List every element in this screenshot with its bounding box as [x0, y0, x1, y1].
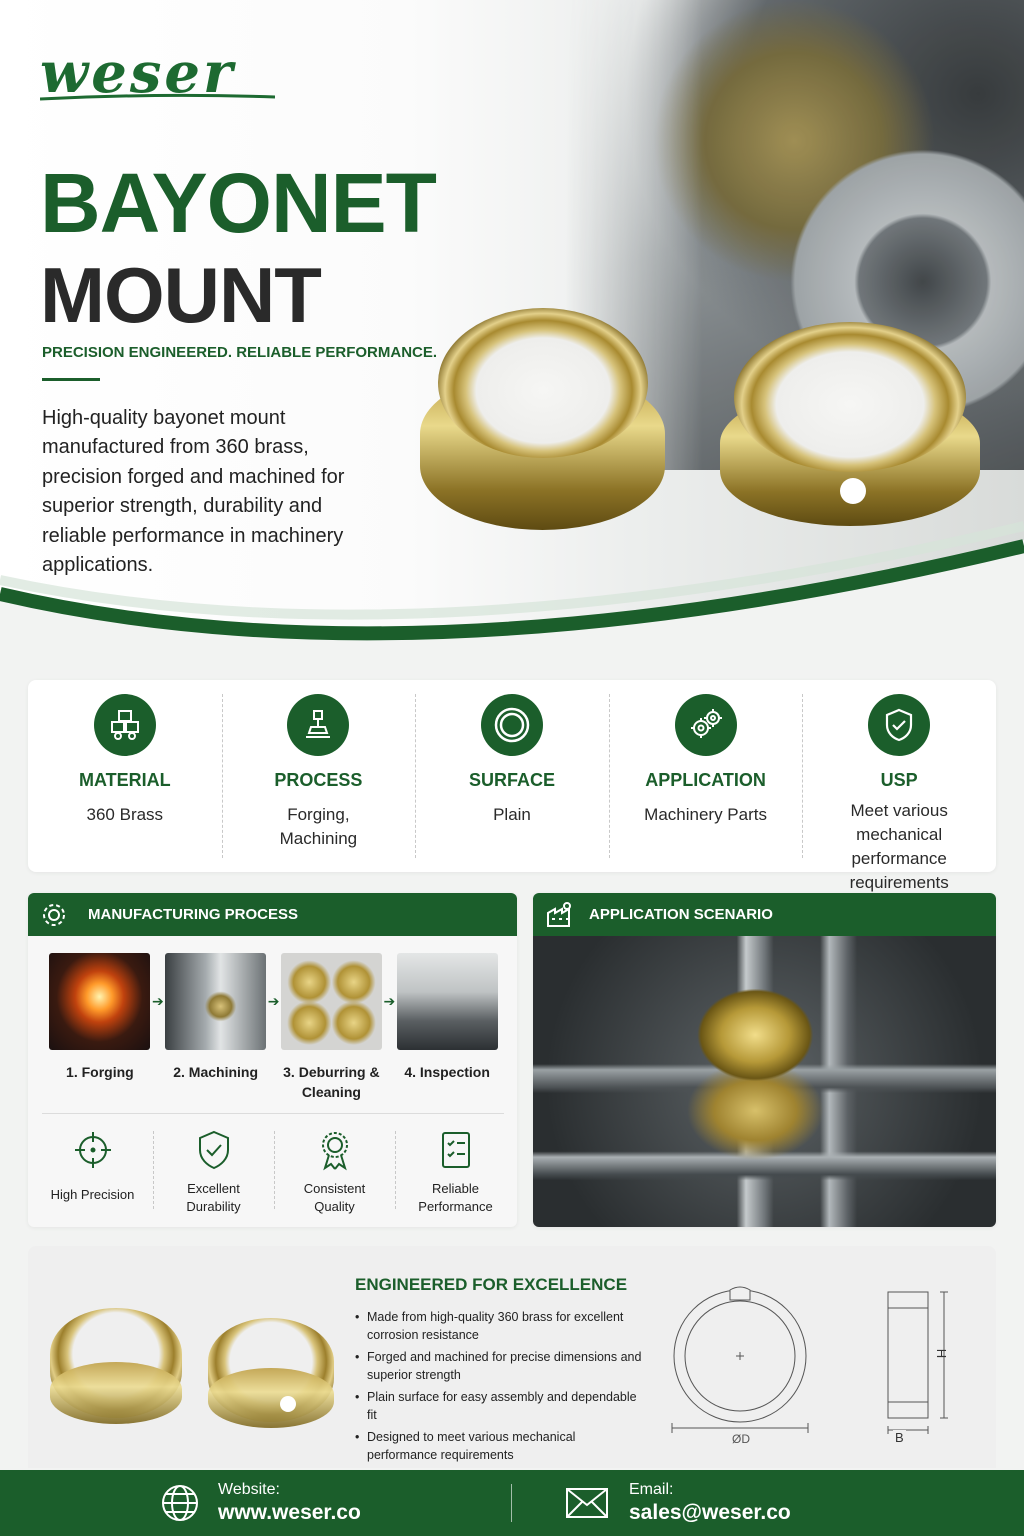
excellence-section [28, 1246, 996, 1468]
envelope-icon [565, 1487, 609, 1519]
process-step [158, 953, 280, 1102]
spec-application [609, 680, 803, 872]
technical-drawing [658, 1278, 978, 1453]
arrow-right-icon: ➔ [383, 993, 396, 1009]
tagline: PRECISION ENGINEERED. RELIABLE PERFORMANCE. [42, 344, 438, 361]
step-label: 4. Inspection [404, 1064, 490, 1080]
spec-label: SURFACE [468, 770, 555, 790]
website-label: Website: [218, 1481, 280, 1498]
weser-logo: weser [40, 40, 236, 106]
step-label: 3. Deburring & Cleaning [283, 1064, 380, 1100]
spec-card [28, 680, 996, 892]
feature-label: Excellent Durability [186, 1181, 241, 1214]
material-blocks-icon [94, 694, 156, 756]
spec-label: MATERIAL [78, 770, 171, 790]
divider [42, 1113, 504, 1114]
spec-value: 360 Brass [86, 805, 164, 824]
email-block [565, 1480, 791, 1526]
list-item: • Made from high-quality 360 brass for excellent corrosion resistance [355, 1308, 645, 1344]
feature-label: Reliable Performance [418, 1181, 493, 1214]
application-panel [533, 893, 996, 1227]
logo-swoosh [40, 93, 275, 101]
feature-label: Consistent Quality [303, 1181, 366, 1214]
hero [0, 0, 1024, 680]
shield-check-icon [868, 694, 930, 756]
spec-surface [415, 680, 609, 872]
application-title: APPLICATION SCENARIO [589, 906, 773, 923]
excellence-title: ENGINEERED FOR EXCELLENCE [355, 1275, 628, 1294]
forging-photo [49, 953, 150, 1050]
page-title-line2: MOUNT [40, 251, 321, 339]
list-item: • Designed to meet various mechanical performance requirements [355, 1428, 645, 1464]
surface-ring-icon [481, 694, 543, 756]
gear-icon [40, 901, 74, 929]
product-pair-photo [48, 1304, 338, 1454]
arrow-right-icon: ➔ [152, 993, 164, 1009]
process-steps [28, 936, 517, 1102]
feature-label: High Precision [50, 1187, 135, 1202]
spec-value: Forging, Machining [279, 805, 358, 848]
process-step [389, 953, 505, 1102]
feature-excellent-durability [153, 1123, 274, 1214]
feature-consistent-quality [274, 1123, 395, 1214]
crosshair-icon [72, 1129, 114, 1171]
process-press-icon [287, 694, 349, 756]
drawing-label-diameter: ØD [732, 1432, 750, 1446]
drawing-label-width: B [895, 1430, 904, 1445]
step-label: 2. Machining [173, 1064, 259, 1080]
application-scenario-photo [533, 936, 996, 1227]
step-label: 1. Forging [66, 1064, 134, 1080]
list-item: • Forged and machined for precise dimensions and superior strength [355, 1348, 645, 1384]
spec-label: PROCESS [274, 770, 363, 790]
spec-usp [802, 680, 996, 892]
globe-icon [160, 1483, 200, 1523]
manufacturing-header [28, 893, 517, 936]
feature-reliable-performance [395, 1123, 516, 1214]
manufacturing-panel [28, 893, 517, 1227]
award-rosette-icon [314, 1129, 356, 1171]
deburring-photo [281, 953, 382, 1050]
email-link[interactable]: sales@weser.co [629, 1501, 791, 1524]
manufacturing-title: MANUFACTURING PROCESS [88, 906, 299, 923]
email-label: Email: [629, 1481, 674, 1498]
inspection-photo [397, 953, 498, 1050]
process-step [274, 953, 396, 1102]
feature-high-precision [32, 1123, 153, 1209]
hero-wave [0, 520, 1024, 680]
shield-check-icon [193, 1129, 235, 1171]
spec-value: Plain [493, 805, 531, 824]
footer [0, 1470, 1024, 1536]
process-step [42, 953, 164, 1102]
page-title-line1: BAYONET [40, 156, 436, 250]
feature-icons [32, 1123, 516, 1214]
spec-process [222, 680, 416, 872]
excellence-bullets [355, 1308, 645, 1468]
tagline-rule [42, 378, 100, 381]
spec-material [28, 680, 222, 872]
list-item: • Plain surface for easy assembly and dependable fit [355, 1388, 645, 1424]
machining-photo [165, 953, 266, 1050]
spec-value: Meet various mechanical performance requirements [849, 801, 949, 892]
drawing-label-height: H [934, 1348, 950, 1359]
spec-label: USP [880, 770, 918, 790]
gears-icon [675, 694, 737, 756]
footer-divider [511, 1484, 512, 1522]
spec-value: Machinery Parts [644, 805, 767, 824]
website-link[interactable]: www.weser.co [218, 1501, 361, 1524]
spec-label: APPLICATION [645, 770, 766, 790]
product-ring-left [420, 300, 665, 532]
intro-text: High-quality bayonet mount manufactured from 360 brass, precision forged and machined for superior strength, durability and reliable performance in machinery applications. [42, 407, 345, 577]
application-header [533, 893, 996, 936]
factory-icon [545, 901, 579, 929]
arrow-right-icon: ➔ [267, 993, 280, 1009]
product-ring-right [720, 318, 980, 528]
website-block [160, 1480, 361, 1526]
checklist-icon [435, 1129, 477, 1171]
